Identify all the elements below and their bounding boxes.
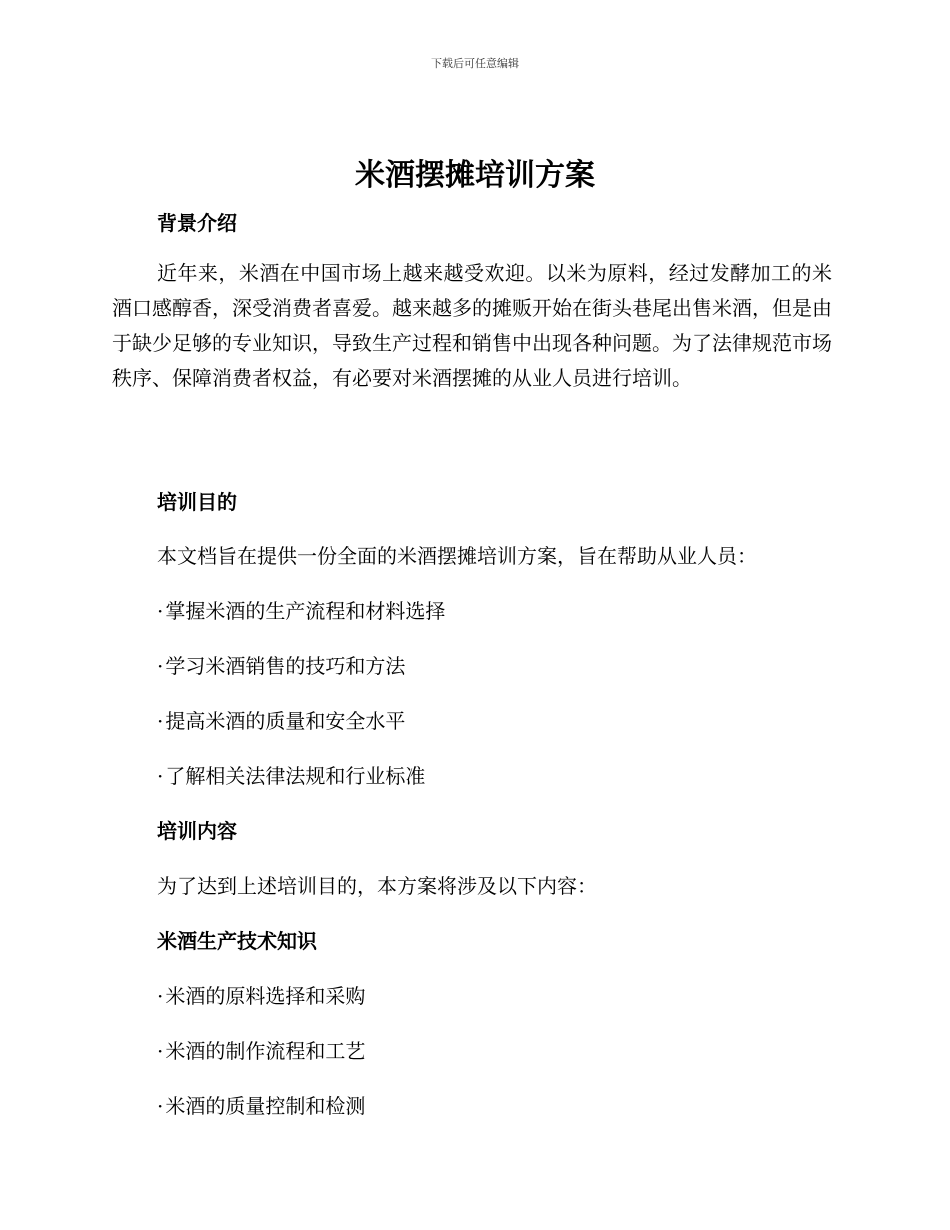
section-heading-content: 培训内容 [157, 819, 237, 843]
list-item [157, 1035, 365, 1064]
content-intro: 为了达到上述培训目的，本方案将涉及以下内容： [157, 874, 597, 898]
bullet-icon: · [157, 709, 164, 733]
list-item [157, 760, 425, 789]
subsection-heading-production: 米酒生产技术知识 [157, 929, 317, 953]
list-item-text: 米酒的制作流程和工艺 [165, 1039, 366, 1063]
section-heading-background: 背景介绍 [157, 211, 237, 235]
list-item-text: 提高米酒的质量和安全水平 [165, 709, 406, 733]
bullet-icon: · [157, 1039, 164, 1063]
bullet-icon: · [157, 1094, 164, 1118]
background-paragraph: 近年来，米酒在中国市场上越来越受欢迎。以米为原料，经过发酵加工的米酒口感醇香，深受消费者喜爱。越来越多的摊贩开始在街头巷尾出售米酒，但是由于缺少足够的专业知识，导致生产过程和销售中出现各种问题。为了法律规范市场秩序、保障消费者权益，有必要对米酒摆摊的从业人员进行培训。 [112, 261, 832, 390]
list-item [157, 650, 405, 679]
list-item-text: 米酒的质量控制和检测 [165, 1094, 366, 1118]
list-item [157, 595, 445, 624]
bullet-icon: · [157, 599, 164, 623]
list-item-text: 了解相关法律法规和行业标准 [165, 764, 426, 788]
list-item [157, 705, 405, 734]
goals-intro: 本文档旨在提供一份全面的米酒摆摊培训方案，旨在帮助从业人员： [157, 544, 757, 568]
section-heading-goals: 培训目的 [157, 490, 237, 514]
list-item [157, 980, 365, 1009]
bullet-icon: · [157, 654, 164, 678]
bullet-icon: · [157, 984, 164, 1008]
list-item-text: 掌握米酒的生产流程和材料选择 [165, 599, 446, 623]
bullet-icon: · [157, 764, 164, 788]
list-item [157, 1090, 365, 1119]
page-header-note: 下载后可任意编辑 [431, 57, 519, 70]
list-item-text: 学习米酒销售的技巧和方法 [165, 654, 406, 678]
list-item-text: 米酒的原料选择和采购 [165, 984, 366, 1008]
document-title: 米酒摆摊培训方案 [355, 158, 595, 193]
